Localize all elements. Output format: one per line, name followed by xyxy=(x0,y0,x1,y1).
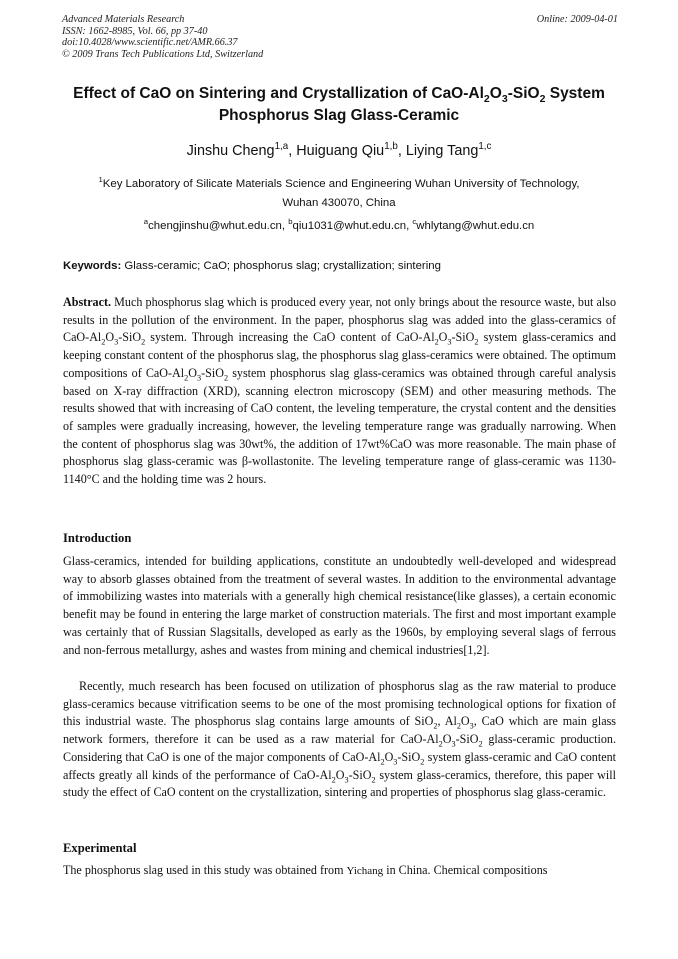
online-date: Online: 2009-04-01 xyxy=(536,14,618,25)
keywords xyxy=(63,258,616,274)
keywords-text: Glass-ceramic; CaO; phosphorus slag; crystallization; sintering xyxy=(121,260,441,272)
journal-copyright: © 2009 Trans Tech Publications Ltd, Switzerland xyxy=(62,48,264,60)
journal-issn: ISSN: 1662-8985, Vol. 66, pp 37-40 xyxy=(62,25,208,37)
journal-doi: doi:10.4028/www.scientific.net/AMR.66.37 xyxy=(62,37,238,49)
place-name: Yichang xyxy=(346,865,384,877)
keywords-label: Keywords: xyxy=(63,260,122,272)
author-name: Liying Tang xyxy=(405,143,479,159)
affiliation: $^1$Key Laboratory of Silicate Materials Science and Engineering Wuhan University of Technology, Wuhan 430070, China xyxy=(98,175,580,209)
journal-header xyxy=(62,14,618,60)
section-heading-introduction: Introduction xyxy=(63,531,132,545)
abstract: Abstract. Much phosphorus slag which is produced every year, not only brings about the resource waste, but also results in the pollution of the environment. In the paper, phosphorus slag was added into the glass-ceramics of CaO-$Al_2O_3-SiO_2$ system. Through increasing the CaO content of CaO-$Al_2O_3-SiO_2$ system glass-ceramics and keeping constant content of the phosphorus slag, the phosphorus slag glass-ceramics were obtained. The optimum compositions of CaO-$Al_2O_3-SiO_2$ system phosphorus slag glass-ceramics was obtained through careful analysis based on X-ray diffraction (XRD), scanning electron microscopy (SEM) and other measuring methods. The results showed that with increasing of CaO content, the leveling temperature, the crystal content and the densities of samples were gradually increasing, however, the leveling temperature range was gradually narrowing. When the content of phosphorus slag was 30wt%, the addition of 17wt%CaO was more reasonable. The main phase of phosphorus slag glass-ceramic was β-wollastonite. The leveling temperature range of glass-ceramic was 1130-1140°C and the holding time was 2 hours. xyxy=(63,295,616,487)
author-emails: $^a$chengjinshu@whut.edu.cn, $^b$qiu1031@whut.edu.cn, $^c$whlytang@whut.edu.cn xyxy=(143,217,535,232)
abstract-label: Abstract. xyxy=(63,295,112,309)
email-link[interactable]: qiu1031@whut.edu.cn xyxy=(292,220,407,232)
section-heading-experimental: Experimental xyxy=(63,841,137,855)
introduction-paragraph-1: Glass-ceramics, intended for building applications, constitute an undoubtedly well-developed and widespread way to absorb glasses obtained from the treatment of several wastes. In addition to the environmental advantage of immobilizing wastes into materials with a generally high chemical resistance(like glasses), a certain economic benefit may be found in entering the large market of construction materials. The first and most important example was certainly that of Russian Slagsitalls, developed as early as the 1960s, by employing several slags of ferrous and non-ferrous metallurgy, ashes and wastes from mining and chemical industries[1,2]. xyxy=(63,554,616,657)
introduction-paragraph-2: Recently, much research has been focused on utilization of phosphorus slag as the raw material to produce glass-ceramics because vitrification seems to be one of the most promising technological options for fixation of this industrial waste. The phosphorus slag contains large amounts of SiO$_2$, $Al_2O_3$, CaO which are main glass network formers, therefore it can be used as a raw material for CaO-$Al_2O_3-SiO_2$ glass-ceramic production. Considering that CaO is one of the major components of CaO-$Al_2O_3-SiO_2$ system glass-ceramic and CaO content affects greatly all kinds of the performance of CaO-$Al_2O_3-SiO_2$ system glass-ceramics, therefore, this paper will study the effect of CaO content on the crystallization, sintering and properties of phosphorus slag glass-ceramic. xyxy=(63,679,616,800)
journal-name: Advanced Materials Research xyxy=(62,14,185,25)
paper-title: Effect of CaO on Sintering and Crystallization of CaO-$Al_2O_3-SiO_2$ System Phosphorus Slag Glass-Ceramic xyxy=(73,85,605,124)
paper-title-line2: Phosphorus Slag Glass-Ceramic xyxy=(218,107,460,124)
email-link[interactable]: chengjinshu@whut.edu.cn xyxy=(148,220,282,232)
author-name: Huiguang Qiu xyxy=(296,143,385,159)
author-list: Jinshu Cheng$^{1,a}$, Huiguang Qiu$^{1,b}$, Liying Tang$^{1,c}$ xyxy=(186,141,492,159)
experimental-paragraph-1: The phosphorus slag used in this study was obtained from Yichang in China. Chemical compositions xyxy=(63,863,548,877)
author-name: Jinshu Cheng xyxy=(186,143,275,159)
email-link[interactable]: whlytang@whut.edu.cn xyxy=(416,220,535,232)
